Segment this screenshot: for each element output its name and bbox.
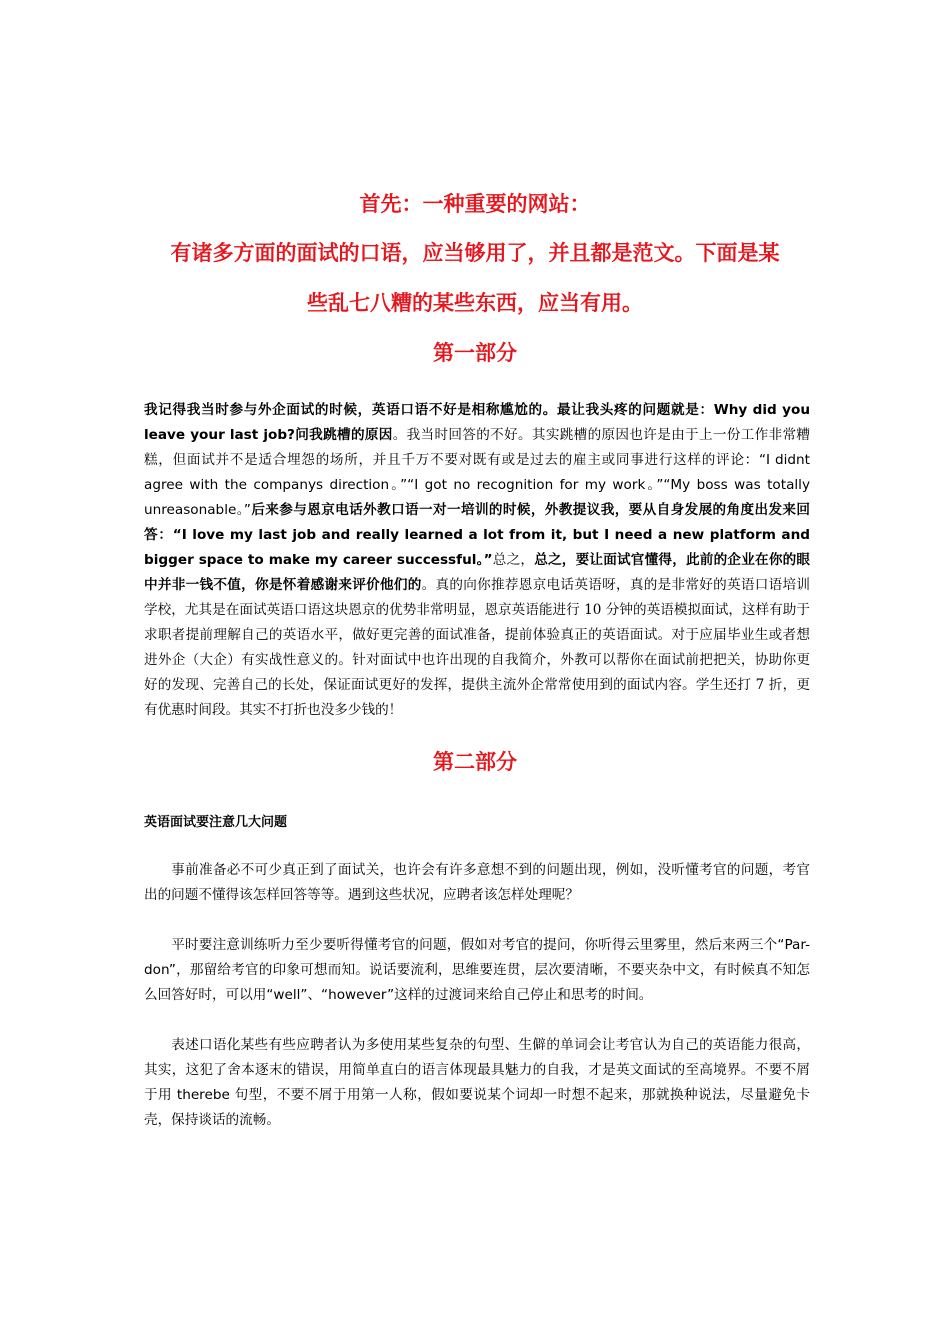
p2-pardon: “Par-don” [144,937,810,978]
part1-bold-conclusion: 总之，要让面试官懂得，此前的企业在你的眼中并非一钱不值，你是怀着感谢来评价他们的 [144,552,811,593]
p2-transition-words: “well”、“however” [266,987,395,1003]
p3-text-c: 句型，不要不屑于用第一人称，假如要说某个词却一时想不起来，那就换种说法，尽量避免卡壳，保持谈话的流畅。 [144,1087,810,1128]
part1-text-1: 。我当时回答的不好。其实跳槽的原因也许是由于上一份工作非常糟糕，但面试并不是适合埋怨的场所，并且千万不要对既有或是过去的雇主或同事进行这样的评论： [144,427,810,468]
intro-heading: 首先：一种重要的网站： [359,192,591,216]
p2-text-a: 平时要注意训练听力至少要听得懂考官的问题，假如对考官的提问，你听得云里雾里，然后来两三个 [171,937,778,953]
part1-title: 第一部分 [433,341,517,365]
intro-line-3: 些乱七八糟的某些东西，应当有用。 [307,291,643,315]
p2-text-e: 这样的过渡词来给自己停止和思考的时间。 [394,987,653,1003]
part1-text-sep: 总之， [492,552,535,568]
part2-title: 第二部分 [433,750,517,774]
part2-paragraph-3 [144,1033,810,1133]
part1-quotes: “I didnt agree with the companys direction。”“I got no recognition for my work。”“My boss was totally unreasonable。” [144,452,810,518]
part1-paragraph [144,398,810,723]
part2-paragraph-1: 事前准备必不可少真正到了面试关，也许会有许多意想不到的问题出现，例如，没听懂考官的问题，考官出的问题不懂得该怎样回答等等。遇到这些状况，应聘者该怎样处理呢？ [144,862,810,903]
p3-therebe: therebe [176,1087,230,1103]
part2-paragraph-2 [144,933,810,1008]
part1-bold-intro: 我记得我当时参与外企面试的时候，英语口语不好是相称尴尬的。最让我头疼的问题就是：Why did you leave your last job?问我跳槽的原因 [144,402,810,443]
p2-text-c: ，那留给考官的印象可想而知。说话要流利，思维要连贯，层次要清晰，不要夹杂中文，有时候真不知怎么回答好时，可以用 [144,962,810,1003]
part2-subtitle: 英语面试要注意几大问题 [144,815,288,830]
part1-text-2: 。真的向你推荐恩京电话英语呀，真的是非常好的英语口语培训学校，尤其是在面试英语口语这块恩京的优势非常明显，恩京英语能进行 10 分钟的英语模拟面试，这样有助于求职者提前理解自己的英语水平，做好更完善的面试准备，提前体验真正的英语面试。对于应届毕业生或者想进外企（大企）有实战性意义的。针对面试中也许出现的自我简介，外教可以帮你在面试前把把关，协助你更好的发现、完善自己的长处，保证面试更好的发挥，提供主流外企常常使用到的面试内容。学生还打 7 折，更有优惠时间段。其实不打折也没多少钱的！ [144,577,811,718]
p3-text-a: 表述口语化某些有些应聘者认为多使用某些复杂的句型、生僻的单词会让考官认为自己的英语能力很高，其实，这犯了舍本逐末的错误，用简单直白的语言体现最具魅力的自我，才是英文面试的至高境界。不要不屑于用 [144,1037,810,1103]
part1-bold-advice: 后来参与恩京电话外教口语一对一培训的时候，外教提议我，要从自身发展的角度出发来回答：“I love my last job and really learned a lot from it, but I need a new platform and bigger space to make my career successful。” [144,502,810,568]
intro-line-2: 有诸多方面的面试的口语，应当够用了，并且都是范文。下面是某 [170,241,780,265]
